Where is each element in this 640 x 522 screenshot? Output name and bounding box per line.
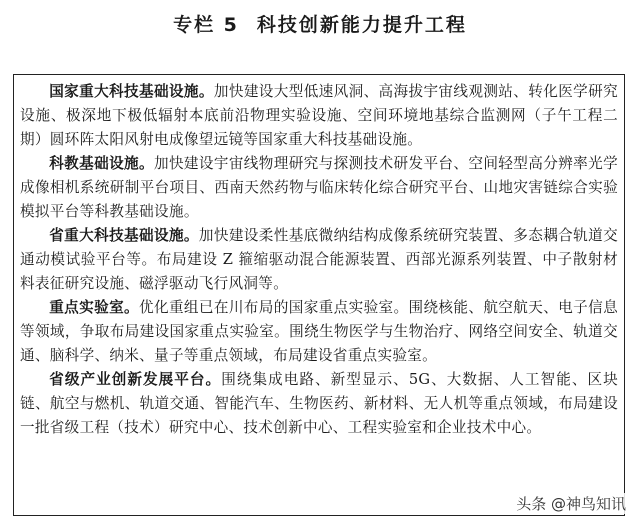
paragraph-body: 围绕集成电路、新型显示、5G、大数据、人工智能、区块链、航空与燃机、轨道交通、智能汽车、生物医药、新材料、无人机等重点领域，布局建设一批省级工程（技术）研究中心、技术创新中心、工程实验室和企业技术中心。 xyxy=(20,371,618,436)
paragraph-provincial-facilities xyxy=(20,224,618,296)
paragraph-heading: 省重大科技基础设施。 xyxy=(49,227,199,244)
paragraph-heading: 国家重大科技基础设施。 xyxy=(49,83,214,100)
paragraph-body: 加快建设大型低速风洞、高海拔宇宙线观测站、转化医学研究设施、极深地下极低辐射本底前沿物理实验设施、空间环境地基综合监测网（子午工程二期）圆环阵太阳风射电成像望远镜等国家重大科技基础设施。 xyxy=(20,83,618,148)
paragraph-industry-platforms xyxy=(20,368,618,440)
paragraph-body: 加快建设宇宙线物理研究与探测技术研发平台、空间轻型高分辨率光学成像相机系统研制平台项目、西南天然药物与临床转化综合研究平台、山地灾害链综合实验模拟平台等科教基础设施。 xyxy=(20,155,618,220)
watermark: 头条 @神鸟知讯 xyxy=(516,495,626,513)
paragraph-national-facilities xyxy=(20,80,618,152)
column-number: 专栏 5 xyxy=(173,14,239,36)
paragraph-key-labs xyxy=(20,296,618,368)
content-box xyxy=(13,74,625,516)
paragraph-heading: 省级产业创新发展平台。 xyxy=(49,371,222,388)
paragraph-science-education-facilities xyxy=(20,152,618,224)
paragraph-body: 优化重组已在川布局的国家重点实验室。围绕核能、航空航天、电子信息等领域，争取布局建设国家重点实验室。围绕生物医学与生物治疗、网络空间安全、轨道交通、脑科学、纳米、量子等重点领域，布局建设省重点实验室。 xyxy=(20,299,618,364)
column-title: 科技创新能力提升工程 xyxy=(256,14,467,36)
paragraph-heading: 科教基础设施。 xyxy=(49,155,154,172)
paragraph-heading: 重点实验室。 xyxy=(49,299,140,316)
paragraph-body: 加快建设柔性基底微纳结构成像系统研究装置、多态耦合轨道交通动模试验平台等。布局建设 Z 箍缩驱动混合能源装置、西部光源系列装置、中子散射材料表征研究设施、磁浮驱动飞行风洞等。 xyxy=(20,227,618,292)
page-title xyxy=(0,10,640,37)
